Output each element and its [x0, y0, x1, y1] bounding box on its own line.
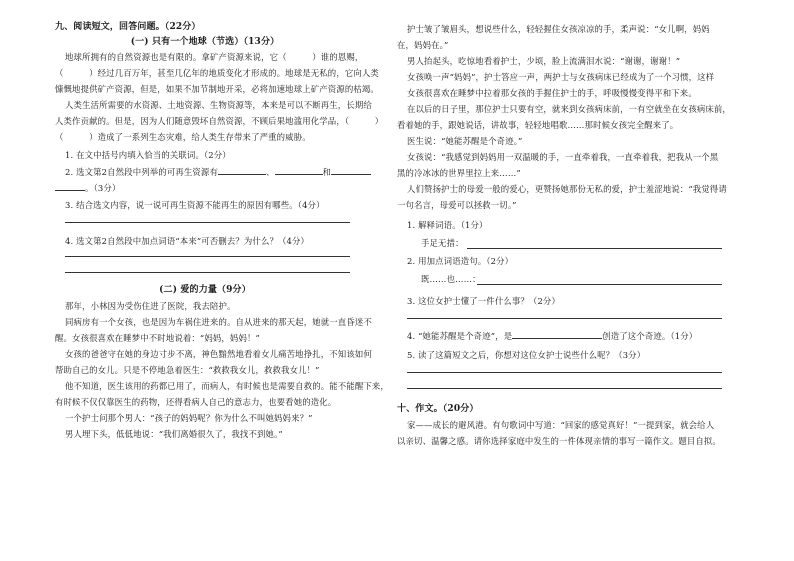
passage-2-line-7: 有时候不仅仅靠医生的药物，还得看病人自己的意志力，也要看她的造化。: [55, 397, 337, 407]
passage-2-question-1: 1. 解释词语。（1分）: [407, 220, 488, 230]
right-column: [397, 0, 731, 561]
passage-2-question-2: 2. 用加点词语造句。（2分）: [407, 256, 514, 266]
answer-blank[interactable]: [275, 166, 323, 175]
passage-1-line-1: 地球所拥有的自然资源也是有限的。拿矿产资源来说，它（ ）谁的恩赐，: [65, 52, 364, 62]
passage-1-question-2: 2. 选文第2自然段中列举的可再生资源有 、 和: [65, 166, 371, 177]
passage-1-line-5: 人类作贡献的。但是，因为人们随意毁坏自然资源，不顾后果地滥用化学品，（ ）: [55, 116, 384, 126]
answer-line[interactable]: [407, 318, 722, 319]
passage-1-question-2-tail: 。（3分）: [55, 182, 120, 193]
passage-2-line-5: 帮助自己的女儿。只是不停地急着医生：“救救我女儿，救救我女儿！”: [55, 365, 320, 375]
passage-1-question-4: 4. 选文第2自然段中加点词语“本来”可否删去？为什么？（4分）: [65, 236, 310, 246]
section-9-heading: 九、阅读短文，回答问题。（22分）: [55, 22, 201, 32]
answer-line[interactable]: [467, 248, 722, 249]
passage-2-cont-line-8: 医生说：“她能苏醒是个奇迹。”: [407, 136, 523, 146]
answer-line[interactable]: [65, 256, 350, 257]
passage-1-question-3: 3. 结合选文内容，说一说可再生资源不能再生的原因有哪些。（4分）: [65, 200, 325, 210]
passage-2-title: (二) 爱的力量（9分）: [159, 285, 251, 295]
passage-1-line-4: 人类生活所需要的水资源、土地资源、生物资源等，本来是可以不断再生，长期给: [65, 100, 372, 110]
passage-2-line-1: 那年，小林因为受伤住进了医院，我去陪护。: [65, 301, 236, 311]
passage-2-cont-line-1: 护士皱了皱眉头，想说些什么，轻轻握住女孩凉凉的手，柔声说：“女儿啊，妈妈: [407, 24, 710, 34]
passage-2-cont-line-9: 女孩说：“我感觉到妈妈用一双温暖的手，一直牵着我，一直牵着我，把我从一个黑: [407, 152, 719, 162]
passage-2-question-2-term: 既……也……：: [421, 274, 481, 284]
essay-prompt-line-2: 以亲切、温馨之感。请你选择家庭中发生的一件体现亲情的事写一篇作文。题目自拟。: [397, 436, 721, 446]
passage-2-cont-line-5: 女孩很喜欢在睡梦中拉着那女孩的手握住护士的手，呼吸慢慢变得平和下来。: [407, 88, 697, 98]
passage-2-question-1-term: 手足无措：: [421, 238, 464, 248]
answer-blank[interactable]: [512, 330, 602, 339]
essay-prompt-line-1: 家——成长的避风港。有句歌词中写道：“回家的感觉真好！”一提到家，就会给人: [407, 420, 715, 430]
passage-2-question-3: 3. 这位女护士懂了一件什么事？（2分）: [407, 296, 560, 306]
passage-2-cont-line-6: 在以后的日子里，那位护士只要有空，就来到女孩病床前，一有空就坐在女孩病床前，: [407, 104, 731, 114]
passage-2-cont-line-7: 看着她的手，跟她说话，讲故事，轻轻地唱歌……那时候女孩完全醒来了。: [397, 120, 679, 130]
passage-2-line-8: 一个护士问那个男人：“孩子的妈妈呢？你为什么不叫她妈妈来？”: [65, 413, 313, 423]
passage-2-line-3: 醒。女孩很喜欢在睡梦中不时地说着：“妈妈，妈妈！”: [55, 333, 260, 343]
passage-2-line-9: 男人埋下头，低低地说：“我们离婚很久了，我找不到她。”: [65, 429, 283, 439]
passage-2-cont-line-10: 黑的冷冰冰的世界里拉上来……”: [397, 168, 521, 178]
passage-2-cont-line-2: 在，妈妈在。”: [397, 40, 449, 50]
passage-2-question-4: 4. “她能苏醒是个奇迹”，是 创造了这个奇迹。（1分）: [407, 331, 698, 341]
passage-1-question-1: 1. 在文中括号内填入恰当的关联词。（2分）: [65, 150, 231, 160]
passage-2-cont-line-12: 一句名言，母爱可以拯救一切。”: [397, 200, 517, 210]
answer-blank[interactable]: [331, 166, 371, 175]
answer-line[interactable]: [407, 388, 722, 389]
answer-line[interactable]: [477, 284, 722, 285]
answer-line[interactable]: [407, 372, 722, 373]
answer-blank[interactable]: [218, 166, 266, 175]
passage-2-cont-line-11: 人们赞扬护士的母爱一般的爱心，更赞扬她那份无私的爱，护士羞涩地说：“我觉得请: [407, 184, 727, 194]
passage-2-cont-line-3: 男人抬起头，吃惊地看着护士，少顷，脸上流满泪水说：“谢谢，谢谢！”: [407, 56, 681, 66]
passage-2-line-2: 同病房有一个女孩，也是因为车祸住进来的。自从进来的那天起，她就一直昏迷不: [65, 317, 372, 327]
passage-1-line-6: （ ）造成了一系列生态灾难，给人类生存带来了严重的威胁。: [55, 132, 311, 142]
answer-blank[interactable]: [55, 182, 85, 191]
left-column: [55, 0, 389, 561]
passage-1-title: (一) 只有一个地球（节选）（13分）: [130, 37, 280, 47]
section-10-heading: 十、作文。（20分）: [397, 404, 479, 414]
passage-1-line-2: （ ）经过几百万年，甚至几亿年的地质变化才形成的。地球是无私的，它向人类: [55, 68, 379, 78]
answer-line[interactable]: [65, 222, 350, 223]
passage-2-line-4: 女孩的爸爸守在她的身边寸步不离，神色黯然地看着女儿痛苦地挣扎，不知该如何: [65, 349, 372, 359]
passage-2-question-5: 5. 读了这篇短文之后，你想对这位女护士说些什么呢？（3分）: [407, 350, 646, 360]
passage-2-line-6: 他不知道，医生该用的药都已用了，而病人，有时候也是需要自救的。能不能醒下来，: [65, 381, 389, 391]
passage-1-line-3: 慷慨地提供矿产资源，但是，如果不加节制地开采，必将加速地球上矿产资源的枯竭。: [55, 84, 379, 94]
passage-2-cont-line-4: 女孩唤一声“妈妈”，护士答应一声，两护士与女孩病床已经成为了一个习惯，这样: [407, 72, 715, 82]
answer-line[interactable]: [65, 272, 350, 273]
